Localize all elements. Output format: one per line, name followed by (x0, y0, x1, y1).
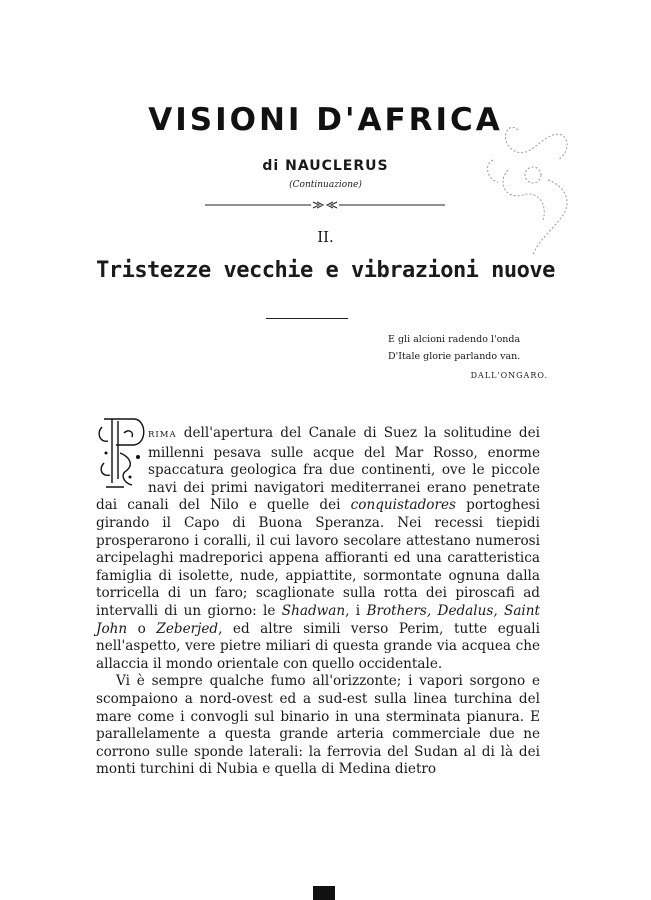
text-run: dell'apertura del Canale di Suez la solitudine dei millenni pesava sulle acque del Mar Rosso, enorme spaccatura geologica fra due continenti, ove le piccole navi dei primi navigatori mediterranei erano penetrate dai canali del Nilo e quelle dei (96, 425, 540, 514)
epigraph-line: E gli alcioni radendo l'onda (388, 334, 521, 345)
italic-run: Shadwan (281, 602, 346, 619)
paragraph (96, 425, 540, 673)
text-run: o (127, 620, 157, 637)
italic-run: Zeberjed (156, 620, 219, 637)
decorative-ornament-icon (478, 110, 588, 260)
footer-mark (313, 886, 335, 900)
author-byline: di NAUCLERUS (262, 158, 389, 174)
epigraph-line: D'Itale glorie parlando van. (388, 351, 521, 362)
article-title: VISIONI D'AFRICA (148, 102, 503, 138)
section-subtitle: Tristezze vecchie e vibrazioni nuove (96, 258, 555, 283)
paragraph: Vi è sempre qualche fumo all'orizzonte; i vapori sorgono e scompaiono a nord-ovest ed a sud-est sulla linea turchina del mare come i convogli sul binario in una sterminata pianura. E parallelamente a questa grande arteria commerciale due ne corrono sulle sponde laterali: la ferrovia del Sudan al di là dei monti turchini di Nubia e quella di Medina dietro (96, 673, 540, 778)
initial-rest: RIMA (148, 430, 177, 440)
text-run: , i (345, 602, 367, 619)
italic-run: Brothers, Dedalus, Saint John (96, 602, 540, 637)
ornamental-rule-icon (205, 201, 445, 209)
italic-run: conquistadores (350, 497, 456, 514)
continuation-note: (Continuazione) (289, 180, 362, 190)
article-body (96, 425, 540, 779)
text-run: portoghesi girando il Capo di Buona Speranza. Nei recessi tiepidi prosperarono i coralli, il cui lavoro secolare attestano numerosi arcipelaghi madreporici appena affioranti ed una caratteristica famiglia di isolette, nude, appiattite, sormontate ognuna dalla torricella di un faro; scaglionate sulla rotta dei piroscafi ad intervalli di un giorno: le (96, 497, 540, 619)
divider (266, 318, 348, 319)
epigraph (388, 331, 548, 384)
section-number: II. (317, 228, 334, 246)
text-run: , ed altre simili verso Perim, tutte eguali nell'aspetto, vere pietre miliari di questa grande via acquea che allaccia il mondo orientale con quello occidentale. (96, 620, 540, 672)
epigraph-author: DALL'ONGARO. (470, 371, 548, 380)
